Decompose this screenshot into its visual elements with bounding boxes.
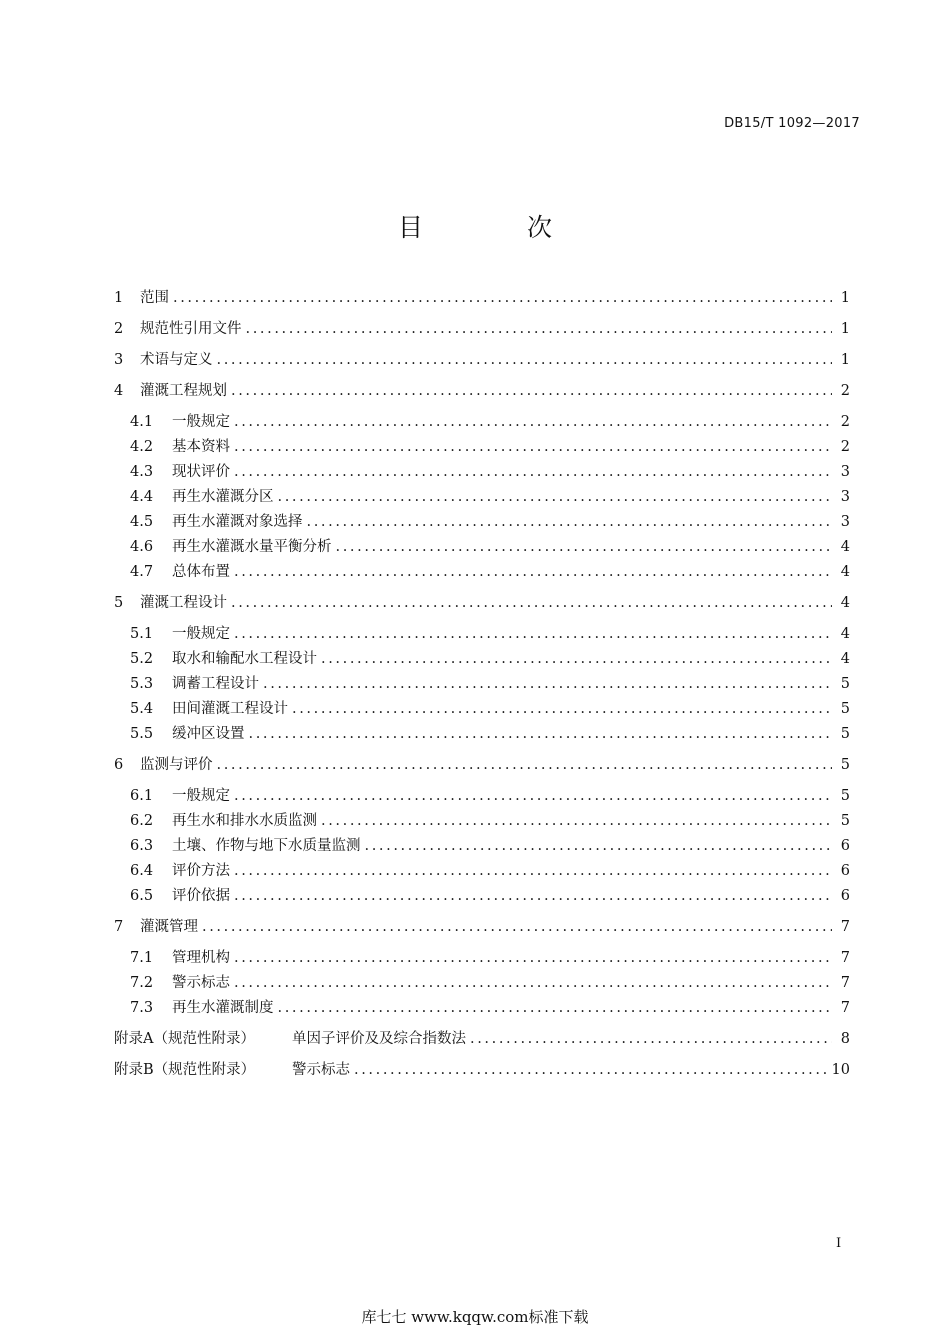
toc-entry-number: 4.5 [130, 514, 154, 530]
toc-dot-leader [173, 286, 832, 310]
toc-dot-leader [234, 884, 832, 908]
toc-entry[interactable] [130, 560, 850, 584]
page-title: 目 次 [398, 213, 600, 242]
toc-entry-page: 4 [840, 651, 850, 667]
toc-dot-leader [234, 971, 832, 995]
toc-entry-number: 6 [114, 757, 124, 773]
toc-entry-page: 1 [840, 321, 850, 337]
toc-entry-title: 土壤、作物与地下水质量监测 [172, 838, 361, 854]
toc-dot-leader [234, 859, 832, 883]
toc-entry-page: 4 [840, 626, 850, 642]
toc-entry[interactable] [114, 753, 850, 777]
toc-dot-leader [231, 379, 832, 403]
toc-entry-page: 5 [840, 676, 850, 692]
toc-entry[interactable] [130, 697, 850, 721]
toc-entry-title: 灌溉工程规划 [140, 383, 227, 399]
toc-dot-leader [278, 485, 833, 509]
toc-entry-title: 警示标志 [292, 1062, 350, 1078]
toc-entry-title: 总体布置 [172, 564, 230, 580]
toc-entry[interactable] [114, 348, 850, 372]
toc-entry-page: 5 [840, 726, 850, 742]
toc-dot-leader [234, 784, 832, 808]
toc-dot-leader [234, 560, 832, 584]
toc-entry-page: 5 [840, 757, 850, 773]
toc-entry-number: 7.2 [130, 975, 154, 991]
toc-entry-page: 6 [840, 838, 850, 854]
toc-entry-page: 5 [840, 813, 850, 829]
toc-entry[interactable] [130, 435, 850, 459]
toc-entry-number: 3 [114, 352, 124, 368]
toc-entry-title: 评价依据 [172, 888, 230, 904]
toc-dot-leader [234, 946, 832, 970]
toc-entry-page: 3 [840, 489, 850, 505]
toc-dot-leader [321, 809, 832, 833]
toc-entry-title: 管理机构 [172, 950, 230, 966]
toc-dot-leader [234, 460, 832, 484]
toc-entry-title: 调蓄工程设计 [172, 676, 259, 692]
toc-entry-title: 规范性引用文件 [140, 321, 242, 337]
toc-entry-page: 1 [840, 290, 850, 306]
toc-entry-title: 一般规定 [172, 414, 230, 430]
toc-entry[interactable] [114, 591, 850, 615]
toc-entry-number: 7 [114, 919, 124, 935]
toc-dot-leader [292, 697, 832, 721]
toc-entry-page: 10 [831, 1062, 850, 1078]
toc-entry-title: 再生水灌溉对象选择 [172, 514, 303, 530]
toc-entry[interactable] [130, 834, 850, 858]
toc-entry-page: 7 [840, 975, 850, 991]
toc-entry-number: 5.3 [130, 676, 154, 692]
toc-entry[interactable] [130, 535, 850, 559]
toc-entry[interactable] [130, 809, 850, 833]
toc-entry[interactable] [114, 1027, 850, 1051]
toc-entry-title: 灌溉管理 [140, 919, 198, 935]
toc-entry[interactable] [130, 996, 850, 1020]
toc-entry-page: 6 [840, 863, 850, 879]
toc-entry[interactable] [130, 510, 850, 534]
toc-entry-title: 范围 [140, 290, 169, 306]
toc-entry-title: 一般规定 [172, 626, 230, 642]
toc-entry-title: 单因子评价及及综合指数法 [292, 1031, 466, 1047]
toc-dot-leader [249, 722, 833, 746]
toc-entry[interactable] [114, 915, 850, 939]
toc-entry[interactable] [114, 379, 850, 403]
toc-entry-number: 5.2 [130, 651, 154, 667]
toc-entry-number: 6.2 [130, 813, 154, 829]
toc-dot-leader [307, 510, 833, 534]
toc-entry-title: 取水和输配水工程设计 [172, 651, 317, 667]
toc-dot-leader [234, 410, 832, 434]
toc-entry-page: 2 [840, 383, 850, 399]
toc-entry-title: 监测与评价 [140, 757, 213, 773]
toc-entry-number: 4.7 [130, 564, 154, 580]
toc-entry-number: 6.4 [130, 863, 154, 879]
toc-entry-page: 8 [840, 1031, 850, 1047]
toc-entry-page: 7 [840, 919, 850, 935]
document-code: DB15/T 1092—2017 [724, 116, 860, 131]
toc-entry-page: 5 [840, 788, 850, 804]
toc-entry-number: 6.5 [130, 888, 154, 904]
toc-dot-leader [336, 535, 833, 559]
toc-entry-number: 5 [114, 595, 124, 611]
toc-dot-leader [354, 1058, 826, 1082]
toc-entry-number: 4.3 [130, 464, 154, 480]
toc-dot-leader [217, 753, 833, 777]
toc-entry[interactable] [130, 946, 850, 970]
toc-entry[interactable] [130, 647, 850, 671]
toc-entry[interactable] [130, 672, 850, 696]
toc-entry-number: 4.2 [130, 439, 154, 455]
toc-dot-leader [470, 1027, 832, 1051]
toc-entry-page: 2 [840, 414, 850, 430]
toc-dot-leader [231, 591, 832, 615]
toc-entry[interactable] [114, 1058, 850, 1082]
footer-watermark: 库七七 www.kqqw.com标准下载 [361, 1308, 589, 1326]
toc-dot-leader [365, 834, 833, 858]
toc-entry-number: 1 [114, 290, 124, 306]
toc-entry-page: 4 [840, 595, 850, 611]
toc-entry-number: 5.1 [130, 626, 154, 642]
toc-entry-page: 4 [840, 539, 850, 555]
toc-entry-page: 5 [840, 701, 850, 717]
toc-entry[interactable] [130, 784, 850, 808]
toc-dot-leader [202, 915, 832, 939]
toc-entry-number: 5.5 [130, 726, 154, 742]
toc-entry-title: 评价方法 [172, 863, 230, 879]
toc-entry-page: 3 [840, 464, 850, 480]
toc-entry-number: 4.1 [130, 414, 154, 430]
toc-entry-number: 附录A（规范性附录） [114, 1031, 255, 1047]
toc-entry-page: 2 [840, 439, 850, 455]
toc-entry[interactable] [130, 884, 850, 908]
toc-dot-leader [321, 647, 832, 671]
toc-entry[interactable] [130, 460, 850, 484]
toc-entry[interactable] [114, 317, 850, 341]
toc-entry-title: 现状评价 [172, 464, 230, 480]
toc-dot-leader [234, 435, 832, 459]
toc-entry-number: 7.1 [130, 950, 154, 966]
toc-entry-page: 6 [840, 888, 850, 904]
toc-entry[interactable] [130, 722, 850, 746]
toc-entry-title: 田间灌溉工程设计 [172, 701, 288, 717]
toc-dot-leader [278, 996, 833, 1020]
toc-entry-number: 6.1 [130, 788, 154, 804]
toc-dot-leader [234, 622, 832, 646]
toc-entry-title: 一般规定 [172, 788, 230, 804]
toc-entry-title: 术语与定义 [140, 352, 213, 368]
toc-dot-leader [263, 672, 832, 696]
toc-entry-title: 再生水灌溉分区 [172, 489, 274, 505]
toc-entry-title: 警示标志 [172, 975, 230, 991]
toc-entry-number: 4.6 [130, 539, 154, 555]
toc-entry-title: 缓冲区设置 [172, 726, 245, 742]
toc-entry-page: 7 [840, 950, 850, 966]
toc-entry[interactable] [130, 971, 850, 995]
toc-entry[interactable] [130, 410, 850, 434]
toc-entry-page: 1 [840, 352, 850, 368]
toc-entry-title: 基本资料 [172, 439, 230, 455]
toc-entry-page: 7 [840, 1000, 850, 1016]
toc-entry[interactable] [130, 485, 850, 509]
toc-entry[interactable] [114, 286, 850, 310]
toc-entry-title: 再生水和排水水质监测 [172, 813, 317, 829]
toc-entry-title: 灌溉工程设计 [140, 595, 227, 611]
toc-dot-leader [217, 348, 833, 372]
toc-entry-page: 4 [840, 564, 850, 580]
toc-entry-number: 6.3 [130, 838, 154, 854]
toc-entry-page: 3 [840, 514, 850, 530]
toc-entry-number: 4.4 [130, 489, 154, 505]
toc-entry-number: 附录B（规范性附录） [114, 1062, 256, 1078]
toc-entry-number: 2 [114, 321, 124, 337]
toc-entry-number: 5.4 [130, 701, 154, 717]
toc-entry-title: 再生水灌溉水量平衡分析 [172, 539, 332, 555]
toc-entry[interactable] [130, 859, 850, 883]
toc-entry-number: 4 [114, 383, 124, 399]
page-number: I [836, 1236, 842, 1251]
toc-entry[interactable] [130, 622, 850, 646]
toc-entry-title: 再生水灌溉制度 [172, 1000, 274, 1016]
toc-dot-leader [246, 317, 833, 341]
toc-entry-number: 7.3 [130, 1000, 154, 1016]
